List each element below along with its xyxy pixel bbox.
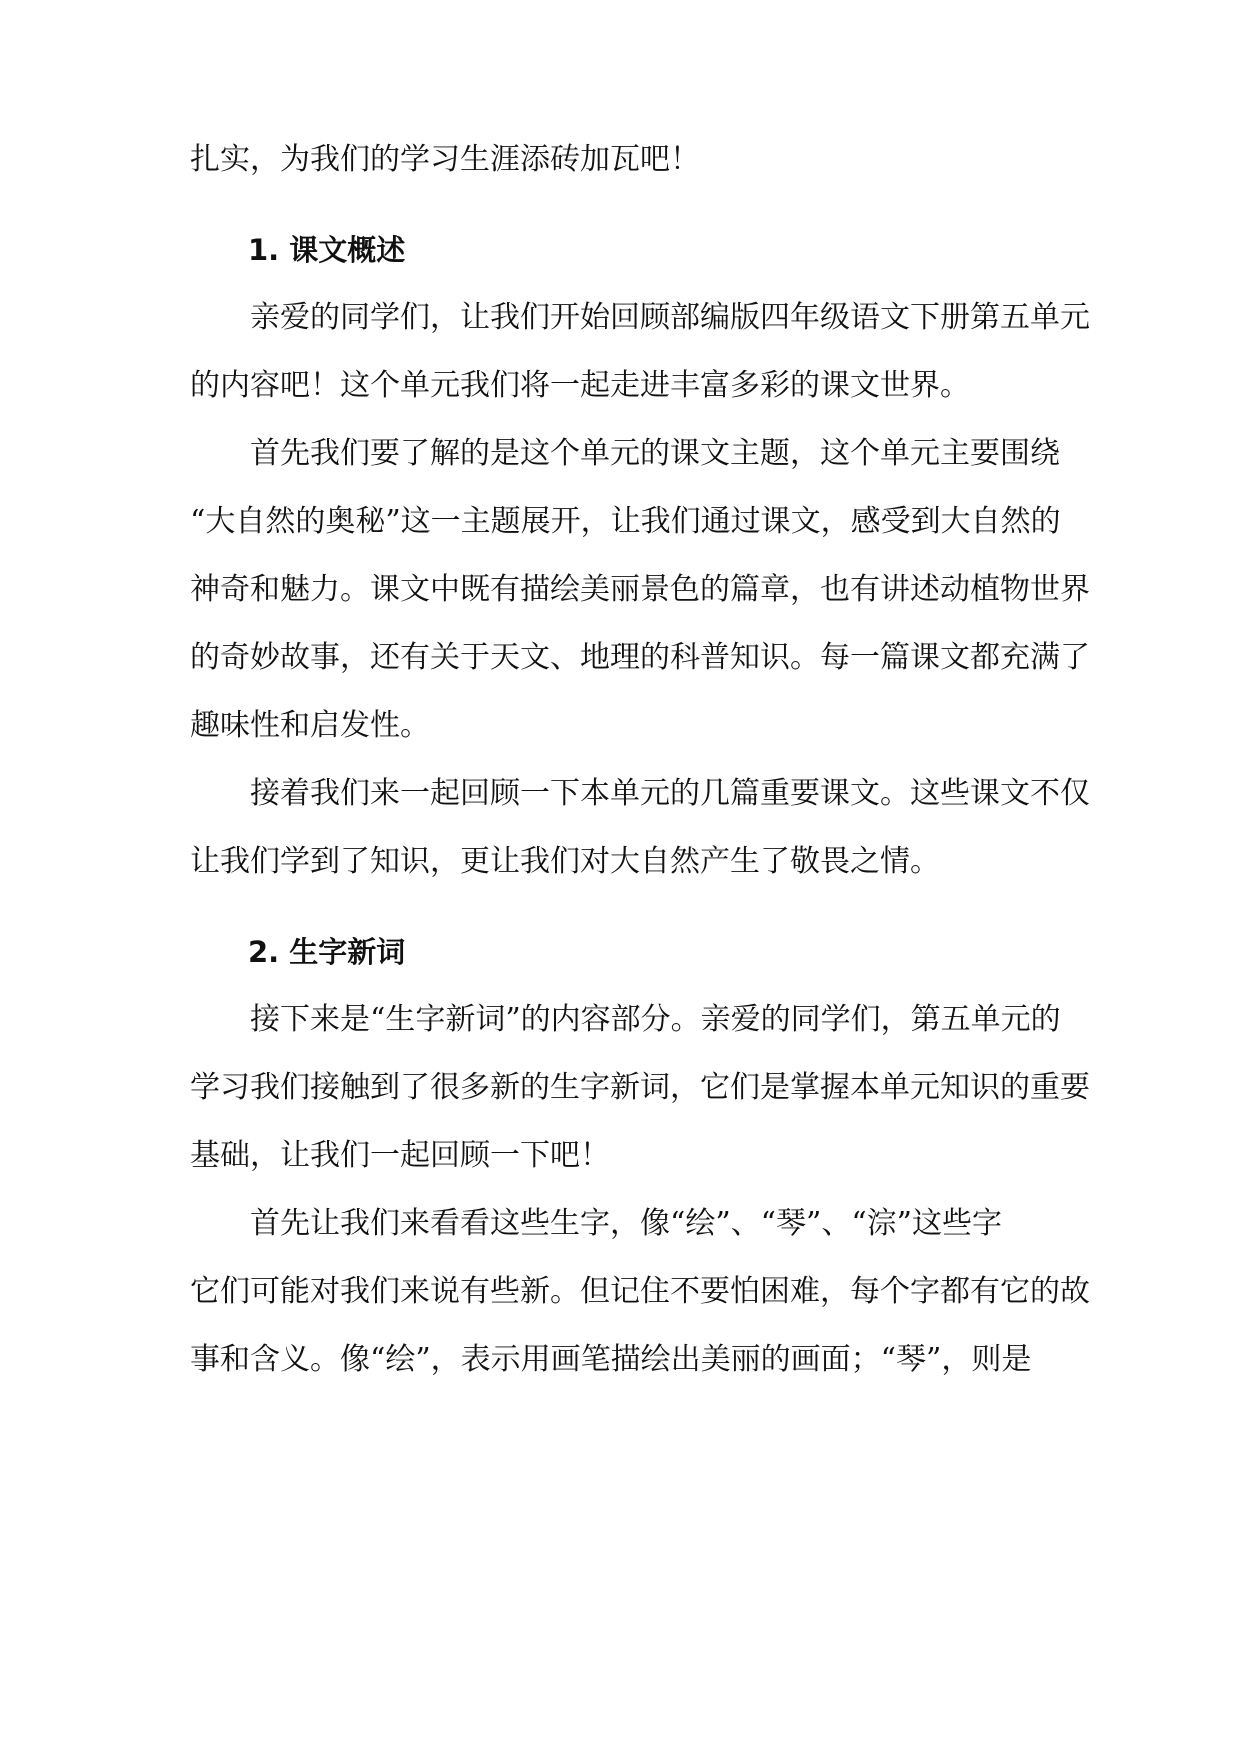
paragraph-4-line-2: 学习我们接触到了很多新的生字新词，它们是掌握本单元知识的重要 — [190, 1070, 1090, 1105]
paragraph-2-line-4: 的奇妙故事，还有关于天文、地理的科普知识。每一篇课文都充满了 — [190, 640, 1090, 675]
paragraph-1-line-2: 的内容吧！这个单元我们将一起走进丰富多彩的课文世界。 — [190, 368, 970, 403]
section-heading-2: 2. 生字新词 — [248, 935, 406, 969]
paragraph-3-line-1: 接着我们来一起回顾一下本单元的几篇重要课文。这些课文不仅 — [250, 776, 1090, 811]
paragraph-5-line-1: 首先让我们来看看这些生字，像“绘”、“琴”、“淙”这些字 — [250, 1206, 1003, 1241]
paragraph-5-line-3: 事和含义。像“绘”，表示用画笔描绘出美丽的画面；“琴”，则是 — [190, 1342, 1032, 1377]
section-heading-1: 1. 课文概述 — [248, 233, 406, 267]
paragraph-4-line-3: 基础，让我们一起回顾一下吧！ — [190, 1138, 610, 1173]
paragraph-5-line-2: 它们可能对我们来说有些新。但记住不要怕困难，每个字都有它的故 — [190, 1274, 1090, 1309]
paragraph-3-line-2: 让我们学到了知识，更让我们对大自然产生了敬畏之情。 — [190, 844, 940, 879]
paragraph-2-line-3: 神奇和魅力。课文中既有描绘美丽景色的篇章，也有讲述动植物世界 — [190, 572, 1090, 607]
text-line-continuation: 扎实，为我们的学习生涯添砖加瓦吧！ — [190, 142, 700, 177]
paragraph-2-line-2: “大自然的奥秘”这一主题展开，让我们通过课文，感受到大自然的 — [190, 504, 1061, 539]
paragraph-2-line-1: 首先我们要了解的是这个单元的课文主题，这个单元主要围绕 — [250, 436, 1060, 471]
paragraph-2-line-5: 趣味性和启发性。 — [190, 708, 430, 743]
paragraph-1-line-1: 亲爱的同学们，让我们开始回顾部编版四年级语文下册第五单元 — [250, 300, 1090, 335]
paragraph-4-line-1: 接下来是“生字新词”的内容部分。亲爱的同学们，第五单元的 — [250, 1002, 1061, 1037]
